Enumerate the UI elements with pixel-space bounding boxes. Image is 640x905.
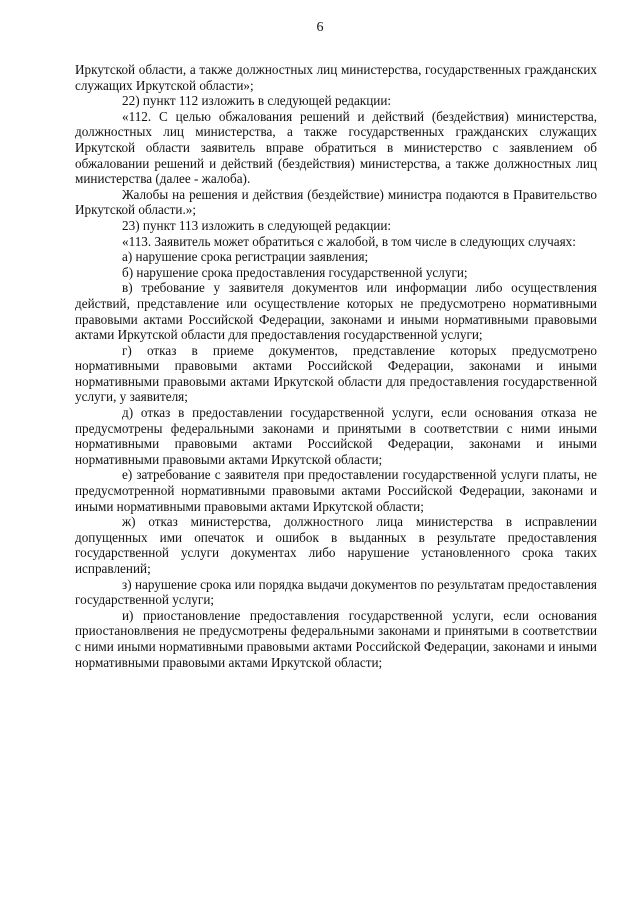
paragraph-item-23: 23) пункт 113 изложить в следующей редакции:	[122, 217, 392, 233]
list-item-v: в) требование у заявителя документов или информации либо осуществления действий, представление или осуществление которых не предусмотрено нормативными правовыми актами Российской Федерации, законами и иными нормативными правовыми актами Иркутской области для предоставления государственной услуги;	[75, 280, 597, 343]
list-item-d: д) отказ в предоставлении государственной услуги, если основания отказа не предусмотрены федеральными законами и принятыми в соответствии с ними иными нормативными правовыми актами Российской Федерации, законами и иными нормативными правовыми актами Иркутской области;	[75, 405, 597, 467]
document-body	[75, 62, 597, 670]
list-item-g: г) отказ в приеме документов, представление которых предусмотрено нормативными правовыми актами Российской Федерации, законами и иными нормативными правовыми актами Иркутской области для предоставления государственной услуги, у заявителя;	[75, 342, 597, 405]
list-item-b: б) нарушение срока предоставления государственной услуги;	[122, 264, 468, 280]
paragraph-complaints-minister: Жалобы на решения и действия (бездействие) министра подаются в Правительство Иркутской области.»;	[75, 186, 597, 218]
page-number: 6	[316, 20, 324, 35]
list-item-e: е) затребование с заявителя при предоставлении государственной услуги платы, не предусмотренной нормативными правовыми актами Российской Федерации, законами и иными нормативными правовыми актами Иркутской области;	[75, 467, 597, 514]
list-item-a: а) нарушение срока регистрации заявления;	[122, 249, 369, 265]
paragraph-continuation: Иркутской области, а также должностных лиц министерства, государственных гражданских служащих Иркутской области»;	[75, 62, 597, 93]
paragraph-item-22: 22) пункт 112 изложить в следующей редакции:	[122, 93, 392, 109]
paragraph-clause-113: «113. Заявитель может обратиться с жалобой, в том числе в следующих случаях:	[122, 233, 576, 249]
list-item-z: з) нарушение срока или порядка выдачи документов по результатам предоставления государственной услуги;	[75, 576, 597, 608]
paragraph-clause-112: «112. С целью обжалования решений и действий (бездействия) министерства, должностных лиц министерства, а также государственных гражданских служащих Иркутской области заявитель вправе обратиться в министерство с заявлением об обжаловании решений и действий (бездействия) министерства, а также должностных лиц министерства (далее - жалоба).	[75, 108, 597, 187]
list-item-zh: ж) отказ министерства, должностного лица министерства в исправлении допущенных ими опечаток и ошибок в выданных в результате предоставления государственной услуги документах либо нарушение установленного срока таких исправлений;	[75, 514, 597, 576]
list-item-i: и) приостановление предоставления государственной услуги, если основания приостановлвения не предусмотрены федеральными законами и принятыми в соответствии с ними иными нормативными правовыми актами Российской Федерации, законами и иными нормативными правовыми актами Иркутской области;	[75, 607, 597, 670]
